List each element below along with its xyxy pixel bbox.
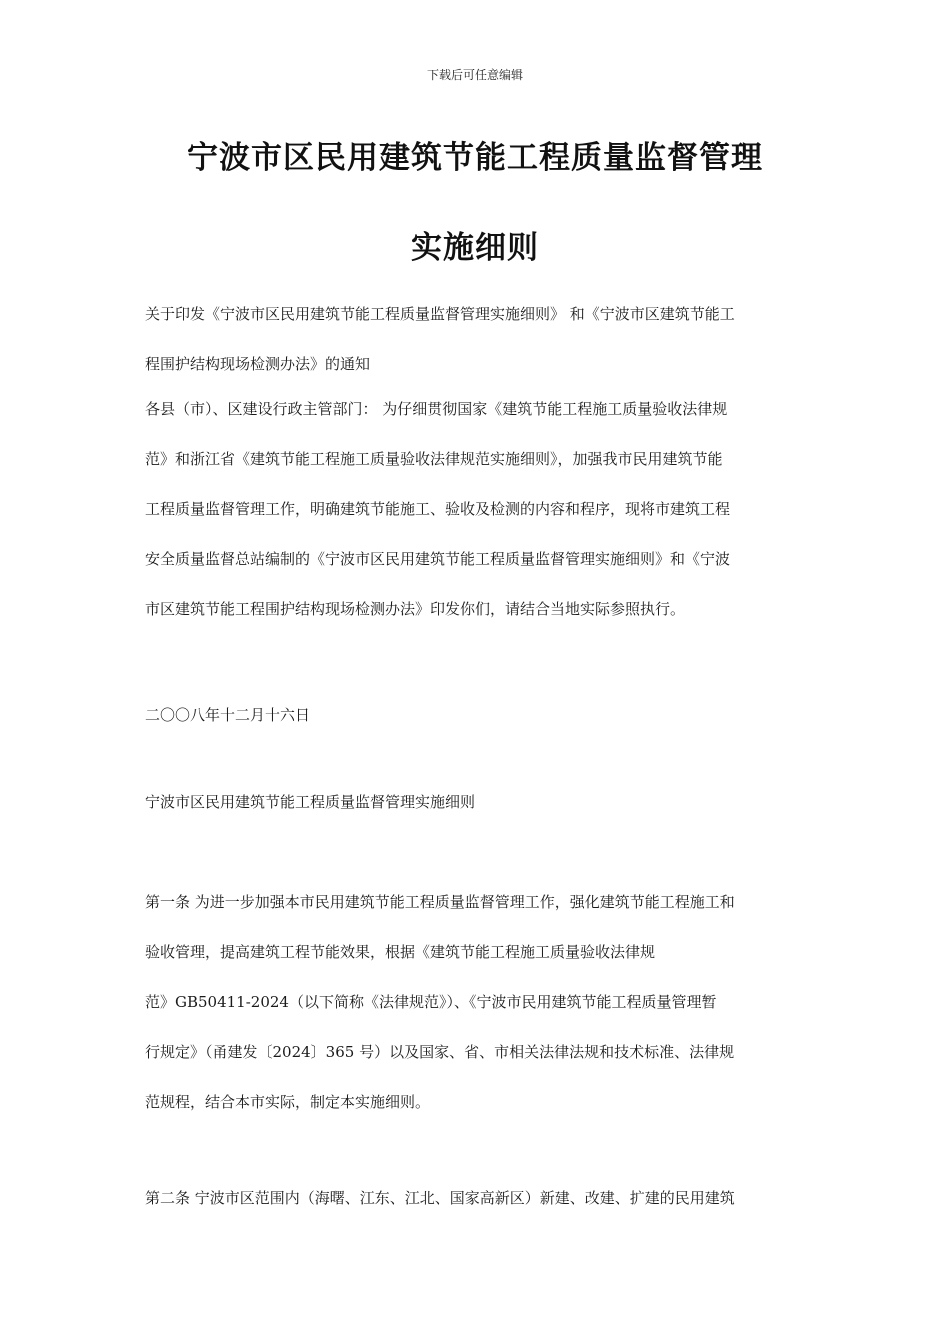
article-1 bbox=[145, 877, 810, 1127]
date-line: 二〇〇八年十二月十六日 bbox=[145, 706, 311, 724]
article-2-line: 第二条 宁波市区范围内（海曙、江东、江北、国家高新区）新建、改建、扩建的民用建筑 bbox=[145, 1189, 735, 1207]
document-title-line-2: 实施细则 bbox=[411, 230, 539, 266]
article-2 bbox=[145, 1173, 810, 1223]
article-1-line: 行规定》（甬建发〔2024〕365 号）以及国家、省、市相关法律法规和技术标准、法律规 bbox=[145, 1043, 735, 1061]
article-1-line: 验收管理，提高建筑工程节能效果，根据《建筑节能工程施工质量验收法律规 bbox=[145, 943, 656, 961]
document-title-line-1: 宁波市区民用建筑节能工程质量监督管理 bbox=[187, 140, 763, 176]
notice-line: 关于印发《宁波市区民用建筑节能工程质量监督管理实施细则》 和《宁波市区建筑节能工 bbox=[145, 305, 735, 323]
section-title: 宁波市区民用建筑节能工程质量监督管理实施细则 bbox=[145, 793, 476, 811]
notice-paragraph bbox=[145, 289, 810, 389]
intro-line: 范》和浙江省《建筑节能工程施工质量验收法律规范实施细则》，加强我市民用建筑节能 bbox=[145, 450, 723, 468]
notice-line: 程围护结构现场检测办法》的通知 bbox=[145, 355, 371, 373]
intro-line: 工程质量监督管理工作，明确建筑节能施工、验收及检测的内容和程序，现将市建筑工程 bbox=[145, 500, 731, 518]
intro-line: 安全质量监督总站编制的《宁波市区民用建筑节能工程质量监督管理实施细则》和《宁波 bbox=[145, 550, 731, 568]
article-1-line: 第一条 为进一步加强本市民用建筑节能工程质量监督管理工作，强化建筑节能工程施工和 bbox=[145, 893, 735, 911]
header-note: 下载后可任意编辑 bbox=[426, 68, 523, 82]
intro-line: 市区建筑节能工程围护结构现场检测办法》印发你们，请结合当地实际参照执行。 bbox=[145, 600, 686, 618]
intro-paragraph bbox=[145, 384, 810, 634]
intro-line: 各县（市）、区建设行政主管部门： 为仔细贯彻国家《建筑节能工程施工质量验收法律规 bbox=[145, 400, 728, 418]
article-1-line: 范规程，结合本市实际，制定本实施细则。 bbox=[145, 1093, 431, 1111]
article-1-line: 范》GB50411-2024（以下简称《法律规范》）、《宁波市民用建筑节能工程质量管理暂 bbox=[145, 993, 717, 1011]
